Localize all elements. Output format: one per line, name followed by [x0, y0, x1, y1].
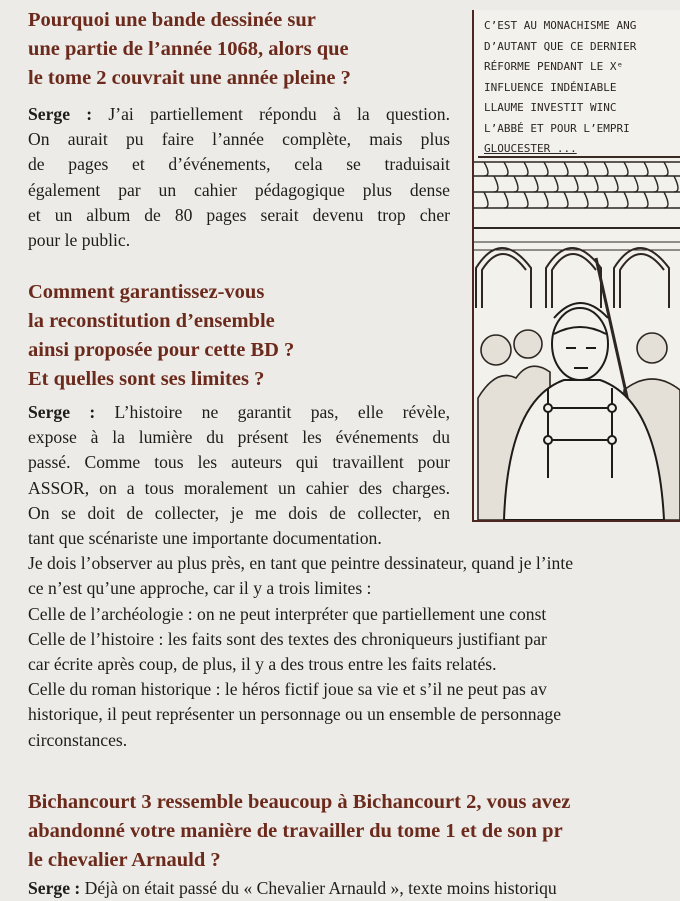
text-fragment: L’histoire ne garantit pas, elle révèle, — [95, 402, 450, 422]
caption-line: GLOUCESTER ... — [484, 142, 577, 155]
text-fragment: J’ai partiellement répondu à la question. — [92, 104, 450, 124]
caption-line: LLAUME INVESTIT WINC — [484, 101, 617, 114]
heading-line: Comment garantissez-vous — [28, 281, 265, 303]
text-line: de pages et d’événements, cela se traduisait — [28, 154, 450, 175]
answer-paragraph-3 — [28, 876, 557, 901]
text-line: pour le public. — [28, 230, 131, 251]
text-line: Je dois l’observer au plus près, en tant que peintre dessinateur, quand je l’inte — [28, 553, 574, 574]
text-line — [28, 102, 450, 127]
text-line — [28, 876, 557, 901]
heading-line: une partie de l’année 1068, alors que — [28, 38, 349, 60]
text-line: Celle de l’archéologie : on ne peut interpréter que partiellement une const — [28, 603, 547, 624]
question-heading-2 — [28, 278, 294, 394]
heading-line: ainsi proposée pour cette BD ? — [28, 339, 295, 361]
caption-line: INFLUENCE INDÉNIABLE — [484, 80, 617, 94]
text-line: On se doit de collecter, je me dois de collecter, en — [28, 502, 450, 523]
caption-line: L’ABBÉ ET POUR L’EMPRI — [484, 121, 630, 135]
text-line — [28, 400, 450, 425]
heading-line: la reconstitution d’ensemble — [28, 310, 275, 332]
speaker-label: Serge : — [28, 878, 81, 898]
comic-panel — [472, 10, 680, 522]
text-line: ce n’est qu’une approche, car il y a trois limites : — [28, 578, 372, 599]
text-line: car écrite après coup, de plus, il y a des trous entre les faits relatés. — [28, 654, 497, 675]
caption-line: D’AUTANT QUE CE DERNIER — [484, 39, 637, 53]
heading-line: abandonné votre manière de travailler du tome 1 et de son pr — [28, 820, 563, 842]
text-line: Celle de l’histoire : les faits sont des textes des chroniqueurs justifiant par — [28, 628, 547, 649]
text-fragment: Déjà on était passé du « Chevalier Arnauld », texte moins historiqu — [80, 878, 557, 898]
heading-line: Pourquoi une bande dessinée sur — [28, 9, 316, 31]
text-line: On aurait pu faire l’année complète, mais plus — [28, 129, 450, 150]
text-line: Celle du roman historique : le héros fictif joue sa vie et s’il ne peut pas av — [28, 679, 547, 700]
text-line: circonstances. — [28, 729, 128, 750]
heading-line: le tome 2 couvrait une année pleine ? — [28, 67, 351, 89]
comic-caption — [478, 10, 680, 158]
arches — [474, 228, 680, 308]
speaker-label: Serge : — [28, 402, 96, 422]
text-line: ASSOR, on a tous moralement un cahier des charges. — [28, 477, 450, 498]
text-line: tant que scénariste une importante documentation. — [28, 528, 382, 549]
text-line: passé. Comme tous les auteurs qui travaillent pour — [28, 452, 450, 473]
answer-paragraph-1 — [28, 102, 454, 253]
speaker-label: Serge : — [28, 104, 93, 124]
heading-line: Et quelles sont ses limites ? — [28, 368, 265, 390]
caption-line: C’EST AU MONACHISME ANG — [484, 19, 637, 32]
question-heading-1 — [28, 6, 351, 93]
caption-line: RÉFORME PENDANT LE Xᵉ — [484, 60, 624, 73]
heading-line: Bichancourt 3 ressemble beaucoup à Bichancourt 2, vous avez — [28, 791, 571, 813]
comic-illustration — [474, 158, 680, 520]
text-line: historique, il peut représenter un personnage ou un ensemble de personnage — [28, 704, 562, 725]
roof-tiles — [474, 162, 680, 208]
text-line: également par un cahier pédagogique plus dense — [28, 179, 450, 200]
text-line: expose à la lumière du présent les événements du — [28, 427, 450, 448]
text-line: et un album de 80 pages serait devenu trop cher — [28, 204, 450, 225]
heading-line: le chevalier Arnauld ? — [28, 849, 221, 871]
question-heading-3 — [28, 788, 570, 875]
